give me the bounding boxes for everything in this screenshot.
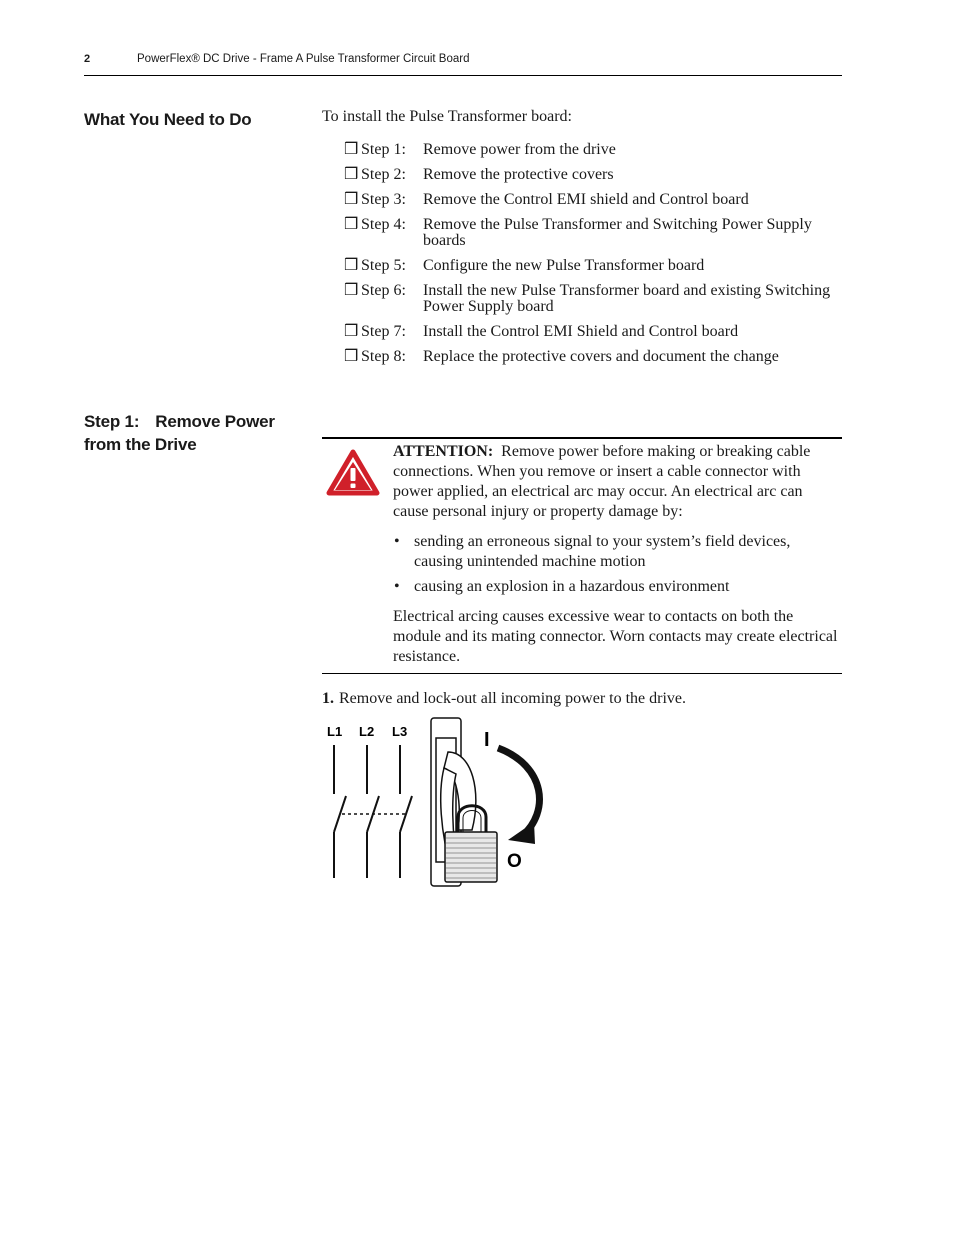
- step-number: Step 7:: [361, 323, 406, 340]
- step-number: Step 6:: [361, 282, 406, 299]
- rotation-arrow-head: [508, 822, 535, 844]
- section-heading-what-you-need: What You Need to Do: [84, 110, 252, 129]
- step-text: Configure the new Pulse Transformer board: [423, 257, 705, 274]
- intro-text: To install the Pulse Transformer board:: [322, 108, 572, 125]
- line-label-l1: L1: [327, 724, 343, 739]
- on-label: I: [484, 729, 490, 751]
- checkbox-icon: ❒: [344, 141, 359, 158]
- checklist-item: [344, 192, 844, 208]
- step-number: Step 2:: [361, 166, 406, 183]
- procedure-text: Remove and lock-out all incoming power to the drive.: [339, 690, 687, 707]
- checklist-item: [344, 142, 844, 158]
- heading-line-2: from the Drive: [84, 435, 197, 454]
- attention-closing: Electrical arcing causes excessive wear to contacts on both the module and its mating connector. Worn contacts may create electrical resistance.: [393, 608, 838, 665]
- heading-line-1: Remove Power: [155, 412, 275, 431]
- attention-top-rule: [322, 437, 842, 439]
- checkbox-icon: ❒: [344, 348, 359, 365]
- line-label-l2: L2: [359, 724, 375, 739]
- checklist-item: [344, 283, 844, 315]
- attention-block: [393, 442, 841, 667]
- step-number: Step 5:: [361, 257, 406, 274]
- step-text: Replace the protective covers and document the change: [423, 348, 779, 365]
- step-number: Step 1:: [361, 141, 406, 158]
- step-text: Remove power from the drive: [423, 141, 616, 158]
- checkbox-icon: ❒: [344, 216, 359, 233]
- attention-label: ATTENTION:: [393, 443, 494, 460]
- off-label: O: [507, 851, 522, 872]
- step-number: Step 4:: [361, 216, 406, 233]
- checklist-item: [344, 324, 844, 340]
- checklist-item: [344, 217, 844, 249]
- step-number: Step 3:: [361, 191, 406, 208]
- checklist-item: [344, 349, 844, 365]
- procedure-step: [322, 690, 686, 708]
- section-heading-remove-power: [84, 410, 275, 456]
- attention-text: Remove power before making or breaking cable connections. When you remove or insert a cable connector with power applied, an electrical arc may occur. An electrical arc can cause personal injury or property damage by:: [393, 443, 811, 520]
- attention-bullets: [393, 532, 841, 597]
- step-number: Step 8:: [361, 348, 406, 365]
- disconnect-switch-lines: [334, 745, 412, 878]
- step-text: Remove the Pulse Transformer and Switching Power Supply boards: [423, 216, 812, 249]
- checkbox-icon: ❒: [344, 191, 359, 208]
- header-rule: [84, 75, 842, 76]
- heading-step-number: Step 1:: [84, 412, 140, 431]
- list-item: • sending an erroneous signal to your system’s field devices, causing unintended machine motion: [394, 533, 791, 570]
- lockout-diagram: [322, 712, 562, 892]
- line-label-l3: L3: [392, 724, 408, 739]
- step-text: Remove the protective covers: [423, 166, 614, 183]
- checkbox-icon: ❒: [344, 257, 359, 274]
- checklist-item: [344, 258, 844, 274]
- checkbox-icon: ❒: [344, 323, 359, 340]
- step-text: Remove the Control EMI shield and Control board: [423, 191, 749, 208]
- page-number: 2: [84, 53, 91, 65]
- list-item: • causing an explosion in a hazardous environment: [394, 578, 730, 595]
- checkbox-icon: ❒: [344, 166, 359, 183]
- running-header: PowerFlex® DC Drive - Frame A Pulse Transformer Circuit Board: [137, 53, 470, 65]
- checklist-item: [344, 167, 844, 183]
- step-text: Install the Control EMI Shield and Control board: [423, 323, 739, 340]
- steps-checklist: [344, 142, 844, 374]
- warning-triangle-icon: [326, 449, 380, 497]
- step-text: Install the new Pulse Transformer board and existing Switching Power Supply board: [423, 282, 831, 315]
- attention-bottom-rule: [322, 673, 842, 674]
- procedure-number: 1.: [322, 690, 334, 707]
- checkbox-icon: ❒: [344, 282, 359, 299]
